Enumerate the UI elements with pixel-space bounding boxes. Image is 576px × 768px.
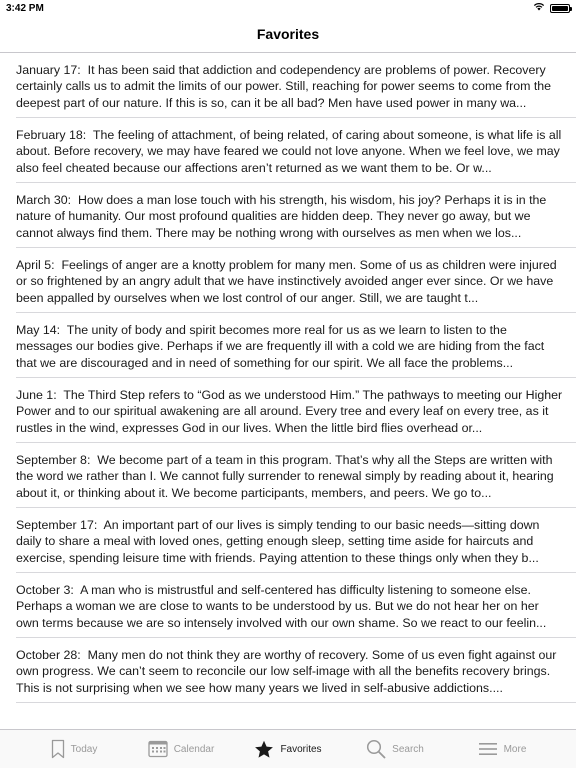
favorite-item-excerpt: Many men do not think they are worthy of recovery. Some of us even fight against our own progress. We can’t seem to reconcile our low self-image with all the benefits recovery brings. This is not surprising when we see how many years we lived in self-abusive addictions.... (16, 648, 557, 695)
favorite-item[interactable] (0, 573, 576, 638)
tab-search-label: Search (392, 743, 424, 755)
status-icons (533, 2, 570, 14)
favorite-item-excerpt: How does a man lose touch with his strength, his wisdom, his joy? Perhaps it is in the nature of humanity. Our most profound qualities are hidden deep. They never go away, but we cannot always find them. There may be nothing wrong with ourselves as men when we los... (16, 193, 547, 240)
favorite-item-excerpt: The feeling of attachment, of being related, of caring about someone, is what life is all about. Before recovery, we may have feared we could not love anyone. When we feel love, we may also feel cheated because our affections aren’t returned as we want them to be. Or w... (16, 128, 562, 175)
favorite-item[interactable] (0, 638, 576, 703)
favorite-item-date: September 8: (16, 453, 91, 467)
favorite-item-date: May 14: (16, 323, 61, 337)
favorite-item-date: February 18: (16, 128, 87, 142)
favorite-item-excerpt: A man who is mistrustful and self-centered has difficulty listening to someone else. Perhaps a woman we are close to wants to be understood by us. But we do not hear her on her own terms because we are so intensely involved with our own shame. So we react to our feelin... (16, 583, 547, 630)
favorite-item-text (16, 582, 564, 631)
favorite-item-excerpt: It has been said that addiction and codependency are problems of power. Recovery certainly calls us to admit the limits of our power. Still, reaching for power seems to come from the deepest part of our nature. If this is so, can it be all bad? Men have used power in many wa... (16, 63, 552, 110)
tab-bar (0, 729, 576, 768)
favorite-item[interactable] (0, 183, 576, 248)
favorite-item-date: October 3: (16, 583, 74, 597)
tab-favorites-label: Favorites (280, 743, 322, 755)
favorite-item-text (16, 127, 564, 176)
tab-more[interactable] (449, 742, 556, 756)
favorite-item-text (16, 647, 564, 696)
favorite-item-text (16, 452, 564, 501)
favorite-item-text (16, 62, 564, 111)
tab-favorites[interactable] (235, 740, 342, 759)
status-bar (0, 0, 576, 18)
favorite-item-date: October 28: (16, 648, 81, 662)
favorite-item[interactable] (0, 53, 576, 118)
favorite-item-date: January 17: (16, 63, 81, 77)
favorite-item-excerpt: Feelings of anger are a knotty problem for many men. Some of us as children were injured or so frightened by an angry adult that we have instinctively avoided anger ever since. Or we have been appalled by ourselves when we lost control of our anger. Still, we are taught t... (16, 258, 557, 305)
favorite-item-text (16, 387, 564, 436)
wifi-icon (533, 2, 545, 14)
favorite-item-date: March 30: (16, 193, 72, 207)
bookmark-icon (51, 739, 65, 759)
tab-today[interactable] (21, 739, 128, 759)
favorite-item[interactable] (0, 118, 576, 183)
favorite-item-excerpt: An important part of our lives is simply tending to our basic needs—sitting down daily to share a meal with loved ones, getting enough sleep, setting time aside for haircuts and exercise, spending leisure time with friends. Paying attention to these things only when they b... (16, 518, 540, 565)
battery-icon (550, 4, 570, 13)
favorite-item-date: April 5: (16, 258, 55, 272)
favorite-item[interactable] (0, 313, 576, 378)
tab-calendar[interactable] (128, 740, 235, 758)
favorite-item-text (16, 257, 564, 306)
calendar-icon (148, 740, 168, 758)
favorite-item[interactable] (0, 378, 576, 443)
favorite-item[interactable] (0, 443, 576, 508)
star-icon (254, 740, 274, 759)
favorite-item-date: June 1: (16, 388, 57, 402)
favorite-item-excerpt: The unity of body and spirit becomes more real for us as we learn to listen to the messages our bodies give. Perhaps if we are frequently ill with a cold we are hiding from the fact that we are discouraged and in need of something for our spirit. We all face the problems... (16, 323, 545, 370)
tab-more-label: More (503, 743, 527, 755)
search-icon (366, 739, 386, 759)
favorite-item-excerpt: We become part of a team in this program. That’s why all the Steps are written with the word we rather than I. We cannot fully surrender to renewal simply by reading about it, hearing about it, or thinking about it. We become participants, members, and peers. We go to... (16, 453, 554, 500)
favorite-item-text (16, 322, 564, 371)
favorites-list (0, 53, 576, 703)
navigation-bar (0, 18, 576, 53)
tab-today-label: Today (70, 743, 98, 755)
tab-calendar-label: Calendar (173, 743, 215, 755)
favorite-item[interactable] (0, 508, 576, 573)
favorite-item-date: September 17: (16, 518, 98, 532)
favorite-item-text (16, 192, 564, 241)
favorite-item-text (16, 517, 564, 566)
status-time: 3:42 PM (6, 3, 44, 14)
page-title: Favorites (256, 26, 320, 42)
favorite-item-excerpt: The Third Step refers to “God as we understood Him.” The pathways to meeting our Higher Power and to our spiritual awakening are all around. Every tree and every leaf on every tree, as it rustles in the wind, expresses God in our lives. When the little bird flies overhead or... (16, 388, 563, 435)
favorite-item[interactable] (0, 248, 576, 313)
menu-lines-icon (478, 742, 498, 756)
tab-search[interactable] (342, 739, 449, 759)
